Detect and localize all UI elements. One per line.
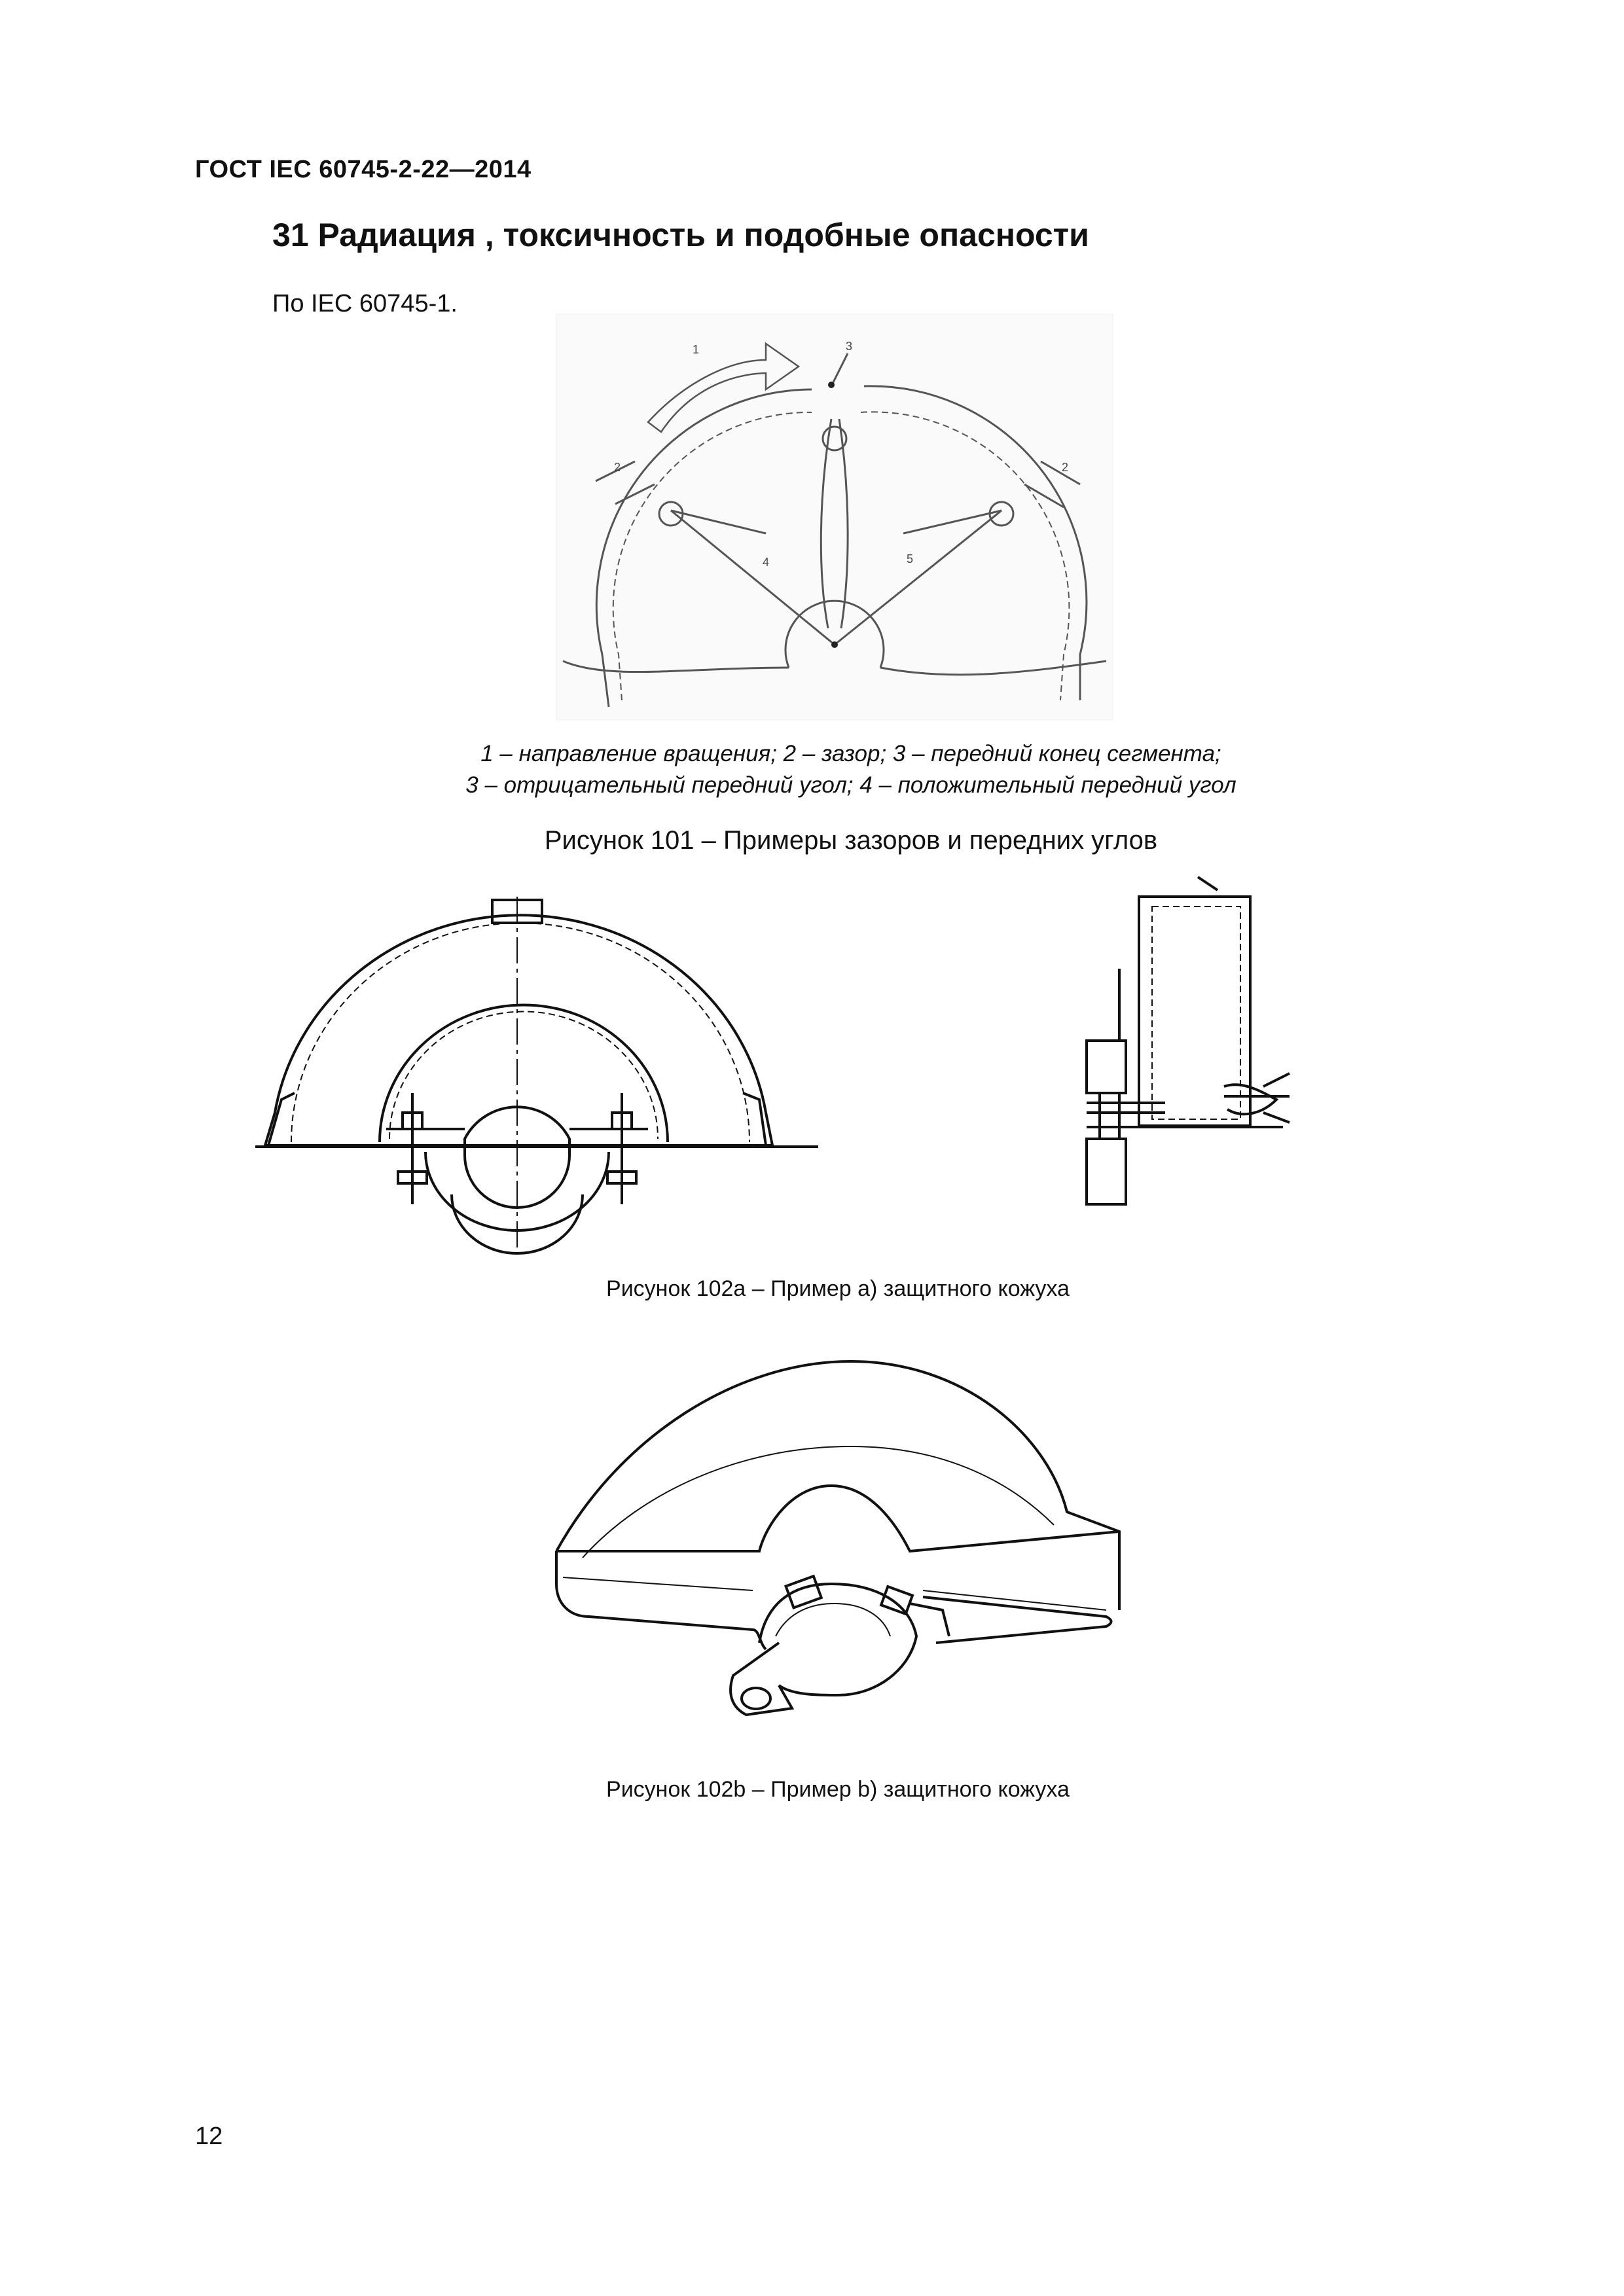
fig101-label-3: 3 [846, 340, 853, 353]
document-header: ГОСТ IEC 60745-2-22—2014 [195, 156, 532, 183]
page-number: 12 [195, 2123, 223, 2150]
figure-101-drawing [556, 314, 1113, 720]
fig101-label-4: 4 [763, 556, 770, 569]
figure-102b-drawing [543, 1329, 1132, 1748]
figure-101-caption: Рисунок 101 – Примеры зазоров и передних углов [544, 826, 1158, 855]
figure-102a-front-view [255, 897, 818, 1250]
section-title: 31 Радиация , токсичность и подобные опасности [272, 217, 1089, 253]
fig101-label-5: 5 [907, 552, 914, 565]
figure-102a-side-view [1067, 877, 1316, 1230]
figure-101-legend-line-1: 1 – направление вращения; 2 – зазор; 3 – передний конец сегмента; [480, 741, 1221, 766]
fig101-label-2-right: 2 [1062, 461, 1069, 474]
figure-101-legend-line-2: 3 – отрицательный передний угол; 4 – положительный передний угол [465, 772, 1236, 798]
figure-102a-caption: Рисунок 102a – Пример a) защитного кожуха [606, 1276, 1070, 1301]
section-text: По IEC 60745-1. [272, 290, 458, 317]
figure-101-legend [367, 738, 1335, 801]
fig101-label-2-left: 2 [614, 461, 621, 474]
fig101-label-1: 1 [693, 343, 700, 356]
figure-102b-caption: Рисунок 102b – Пример b) защитного кожуха [606, 1777, 1070, 1802]
